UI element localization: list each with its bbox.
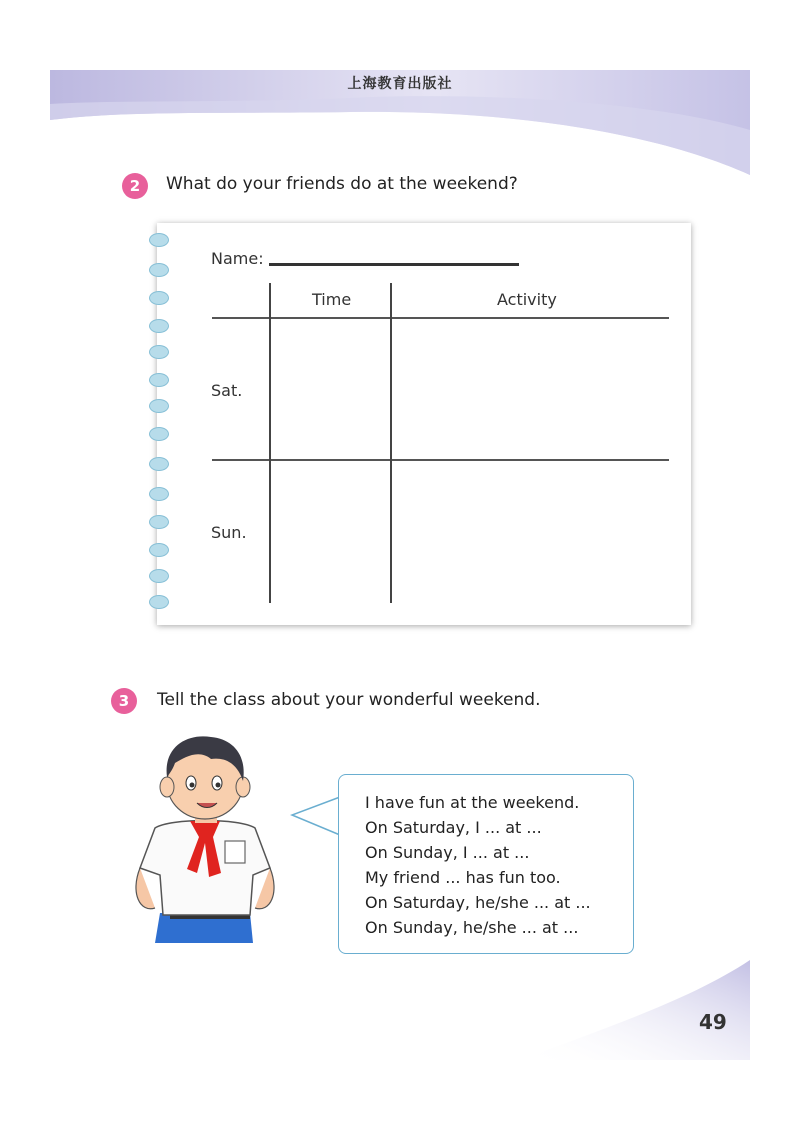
speech-line: On Sunday, he/she ... at ... bbox=[365, 918, 579, 937]
name-label: Name: bbox=[211, 249, 264, 268]
section-2-badge: 2 bbox=[122, 173, 148, 199]
notebook-ring bbox=[149, 515, 169, 529]
notebook-ring bbox=[149, 399, 169, 413]
section-3-badge: 3 bbox=[111, 688, 137, 714]
table-row-rule bbox=[212, 459, 669, 461]
name-blank[interactable] bbox=[269, 263, 519, 266]
notebook-ring bbox=[149, 319, 169, 333]
table-column-rule bbox=[390, 283, 392, 603]
row-label-sunday: Sun. bbox=[211, 523, 247, 542]
column-header-time: Time bbox=[312, 290, 352, 309]
notebook-ring bbox=[149, 373, 169, 387]
sat-activity-cell[interactable] bbox=[393, 319, 668, 458]
speech-bubble bbox=[338, 774, 634, 954]
row-label-saturday: Sat. bbox=[211, 381, 243, 400]
notebook-ring bbox=[149, 427, 169, 441]
speech-line: On Sunday, I ... at ... bbox=[365, 843, 530, 862]
speech-line: On Saturday, I ... at ... bbox=[365, 818, 542, 837]
notebook-ring bbox=[149, 263, 169, 277]
survey-notebook bbox=[157, 223, 691, 625]
sun-activity-cell[interactable] bbox=[393, 462, 668, 602]
notebook-ring bbox=[149, 291, 169, 305]
notebook-ring bbox=[149, 345, 169, 359]
speech-line: I have fun at the weekend. bbox=[365, 793, 580, 812]
publisher-name: 上海教育出版社 bbox=[347, 76, 453, 92]
notebook-ring bbox=[149, 457, 169, 471]
column-header-activity: Activity bbox=[497, 290, 557, 309]
section-3-prompt: Tell the class about your wonderful weekend. bbox=[157, 690, 541, 710]
speech-bubble-tail bbox=[290, 795, 342, 845]
page-number: 49 bbox=[699, 1010, 727, 1034]
notebook-ring bbox=[149, 487, 169, 501]
speech-line: On Saturday, he/she ... at ... bbox=[365, 893, 591, 912]
student-illustration bbox=[125, 733, 285, 948]
notebook-ring bbox=[149, 233, 169, 247]
notebook-ring bbox=[149, 543, 169, 557]
sun-time-cell[interactable] bbox=[271, 462, 389, 602]
section-2-prompt: What do your friends do at the weekend? bbox=[166, 174, 518, 194]
sat-time-cell[interactable] bbox=[271, 319, 389, 458]
speech-line: My friend ... has fun too. bbox=[365, 868, 561, 887]
notebook-ring bbox=[149, 595, 169, 609]
notebook-ring bbox=[149, 569, 169, 583]
